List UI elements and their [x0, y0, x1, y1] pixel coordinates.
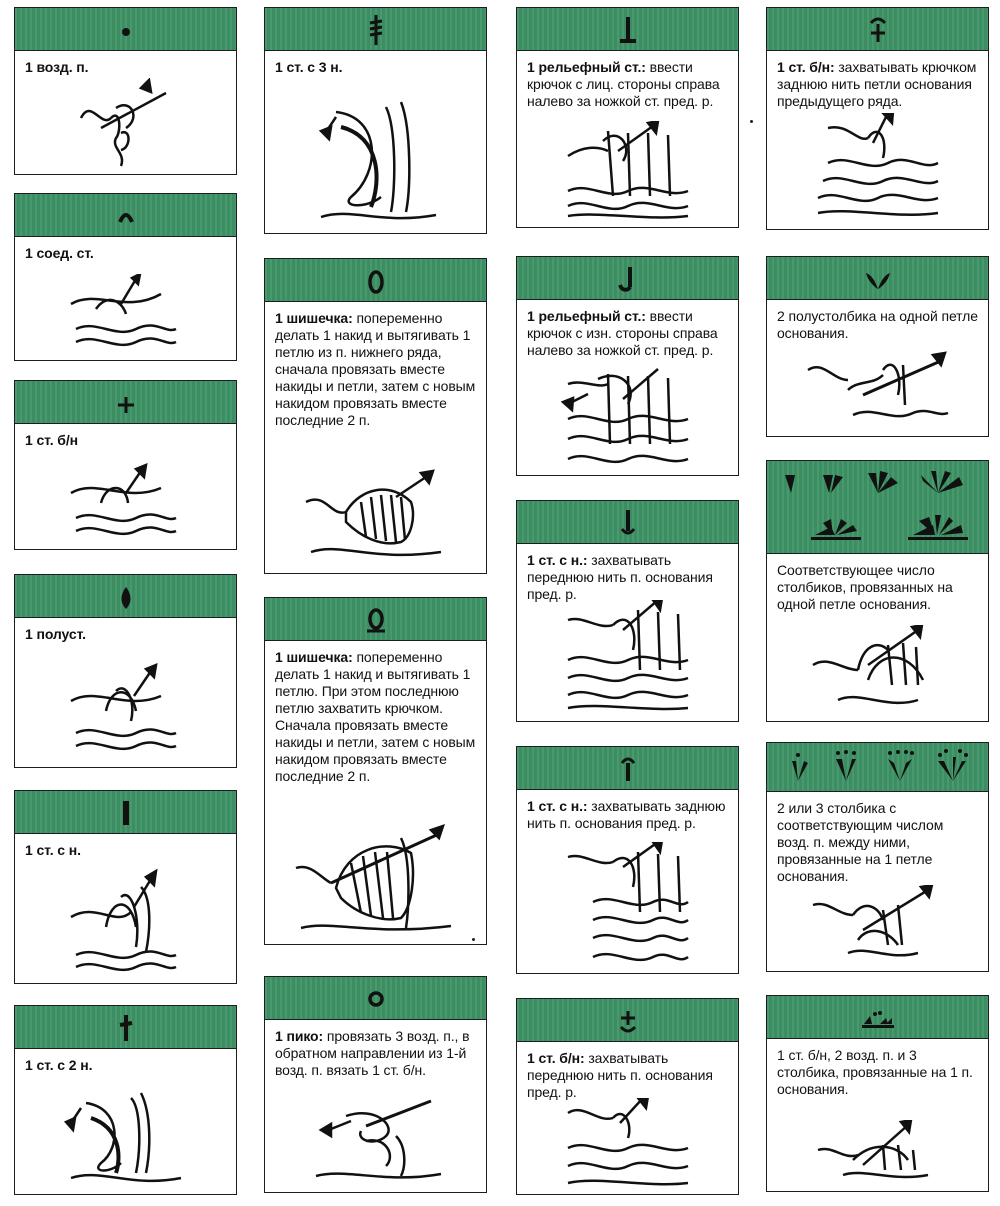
card-bobble-1 — [264, 258, 487, 574]
symbol-header — [15, 8, 236, 51]
card-treble — [14, 1005, 237, 1195]
card-description: ввести крючок с лиц. стороны справа налево за ножкой ст. пред. р. — [527, 59, 720, 109]
slip-stitch-illustration — [66, 274, 186, 354]
symbol-header — [265, 259, 486, 302]
symbol-header — [265, 977, 486, 1020]
card-fan-chain — [766, 742, 989, 972]
card-title: 1 ст. с 2 н. — [25, 1057, 93, 1073]
card-description: 2 или 3 столбика с соответствующим числом возд. п. между ними, провязанные на 1 петле основания. — [777, 800, 944, 884]
fan-chain-symbols-icon — [778, 747, 978, 787]
bobble-alt-illustration — [291, 808, 461, 938]
relief-back-illustration — [558, 364, 698, 469]
symbol-header — [517, 257, 738, 300]
arc-icon — [106, 198, 146, 232]
symbol-header — [15, 791, 236, 834]
card-title: 1 ст. б/н: — [777, 59, 835, 75]
card-sc-back-loop — [766, 7, 989, 230]
symbol-header — [767, 743, 988, 792]
symbol-header — [265, 8, 486, 51]
two-hdc-illustration — [803, 345, 953, 430]
card-title: 1 соед. ст. — [25, 245, 94, 261]
treble-illustration — [61, 1078, 191, 1188]
oval-icon — [356, 263, 396, 297]
symbol-header — [15, 1006, 236, 1049]
double-crochet-illustration — [66, 867, 186, 977]
half-double-illustration — [66, 661, 186, 761]
symbol-header — [265, 598, 486, 641]
card-description: 1 ст. б/н, 2 возд. п. и 3 столбика, провязанные на 1 п. основания. — [777, 1047, 973, 1097]
scan-speck — [472, 938, 475, 941]
bar-front-icon — [608, 505, 648, 539]
symbol-header — [517, 999, 738, 1042]
card-title: 1 пико: — [275, 1028, 324, 1044]
card-slip-stitch — [14, 193, 237, 361]
card-mixed — [766, 995, 989, 1192]
symbol-header — [767, 257, 988, 300]
card-title: 1 полуст. — [25, 626, 86, 642]
symbol-header — [15, 381, 236, 424]
card-sc-front-loop — [516, 998, 739, 1195]
dc-front-loop-illustration — [558, 600, 698, 715]
symbol-header — [517, 501, 738, 544]
symbol-header — [517, 747, 738, 790]
picot-illustration — [306, 1096, 446, 1186]
card-title: 1 ст. б/н: — [527, 1050, 585, 1066]
plus-front-icon — [608, 1003, 648, 1037]
mixed-group-icon — [855, 1000, 901, 1034]
card-triple-treble — [264, 7, 487, 234]
bar-icon — [106, 795, 146, 829]
card-title: 1 ст. с н. — [25, 842, 81, 858]
card-title: 1 шишечка: — [275, 310, 353, 326]
card-title: 1 возд. п. — [25, 59, 89, 75]
triple-treble-illustration — [311, 97, 441, 227]
fan-chain-illustration — [808, 885, 948, 965]
relief-back-icon — [608, 261, 648, 295]
card-description: захватывать заднюю нить п. основания пред. р. — [527, 798, 726, 831]
fan-symbols-icon — [773, 465, 983, 549]
card-double-crochet — [14, 790, 237, 984]
fan-illustration — [808, 625, 948, 715]
dagger-icon — [106, 1010, 146, 1044]
relief-front-illustration — [558, 121, 698, 221]
card-description: захватывать крючком заднюю нить петли основания предыдущего ряда. — [777, 59, 977, 109]
card-dc-front-loop — [516, 500, 739, 722]
symbol-header — [15, 194, 236, 237]
symbol-header — [767, 8, 988, 51]
v-leaf-icon — [858, 261, 898, 295]
card-single-crochet — [14, 380, 237, 550]
card-description: попеременно делать 1 накид и вытягивать 1 петлю. При этом последнюю петлю захватить крючком. Сначала провязать вместе накиды и петли, затем с новым накидом провязать вместе последние 2 п. — [275, 649, 476, 784]
card-chain — [14, 7, 237, 175]
symbol-header — [15, 575, 236, 618]
bar-back-icon — [608, 751, 648, 785]
card-title: 1 шишечка: — [275, 649, 353, 665]
card-title: 1 рельефный ст.: — [527, 308, 646, 324]
symbol-header — [767, 996, 988, 1039]
card-description: захватывать переднюю нить п. основания пред. р. — [527, 1050, 713, 1100]
dc-back-loop-illustration — [558, 842, 698, 967]
card-description: захватывать переднюю нить п. основания пред. р. — [527, 552, 713, 602]
card-two-hdc — [766, 256, 989, 437]
card-half-double — [14, 574, 237, 768]
card-picot — [264, 976, 487, 1193]
card-description: провязать 3 возд. п., в обратном направлении из 1-й возд. п. вязать 1 ст. б/н. — [275, 1028, 470, 1078]
card-description: попеременно делать 1 накид и вытягивать 1 петлю из п. нижнего ряда, сначала провязать вместе накиды и петли, затем с новым накидом провязать вместе последние 2 п. — [275, 310, 476, 428]
sc-back-loop-illustration — [808, 113, 948, 223]
plus-back-icon — [858, 12, 898, 46]
plus-icon — [106, 385, 146, 419]
triple-cross-icon — [356, 12, 396, 46]
circle-icon — [356, 981, 396, 1015]
chain-dot-icon — [106, 12, 146, 46]
card-relief-back — [516, 256, 739, 476]
card-bobble-2 — [264, 597, 487, 945]
card-description: Соответствующее число столбиков, провязанных на одной петле основания. — [777, 562, 953, 612]
card-title: 1 рельефный ст.: — [527, 59, 646, 75]
single-crochet-illustration — [66, 463, 186, 543]
sc-front-loop-illustration — [558, 1098, 698, 1188]
card-description: 2 полустолбика на одной петле основания. — [777, 308, 978, 341]
symbol-header — [517, 8, 738, 51]
card-description: ввести крючок с изн. стороны справа налево за ножкой ст. пред. р. — [527, 308, 718, 358]
card-fan — [766, 460, 989, 722]
relief-front-icon — [608, 12, 648, 46]
chain-stitch-illustration — [71, 78, 181, 168]
card-dc-back-loop — [516, 746, 739, 974]
symbol-header — [767, 461, 988, 554]
card-title: 1 ст. с н.: — [527, 552, 588, 568]
mixed-illustration — [813, 1120, 943, 1185]
card-title: 1 ст. с н.: — [527, 798, 588, 814]
oval-base-icon — [356, 602, 396, 636]
bobble-illustration — [301, 467, 451, 567]
card-title: 1 ст. б/н — [25, 432, 78, 448]
card-title: 1 ст. с 3 н. — [275, 59, 343, 75]
scan-speck — [750, 120, 753, 123]
card-relief-front — [516, 7, 739, 228]
leaf-icon — [106, 579, 146, 613]
